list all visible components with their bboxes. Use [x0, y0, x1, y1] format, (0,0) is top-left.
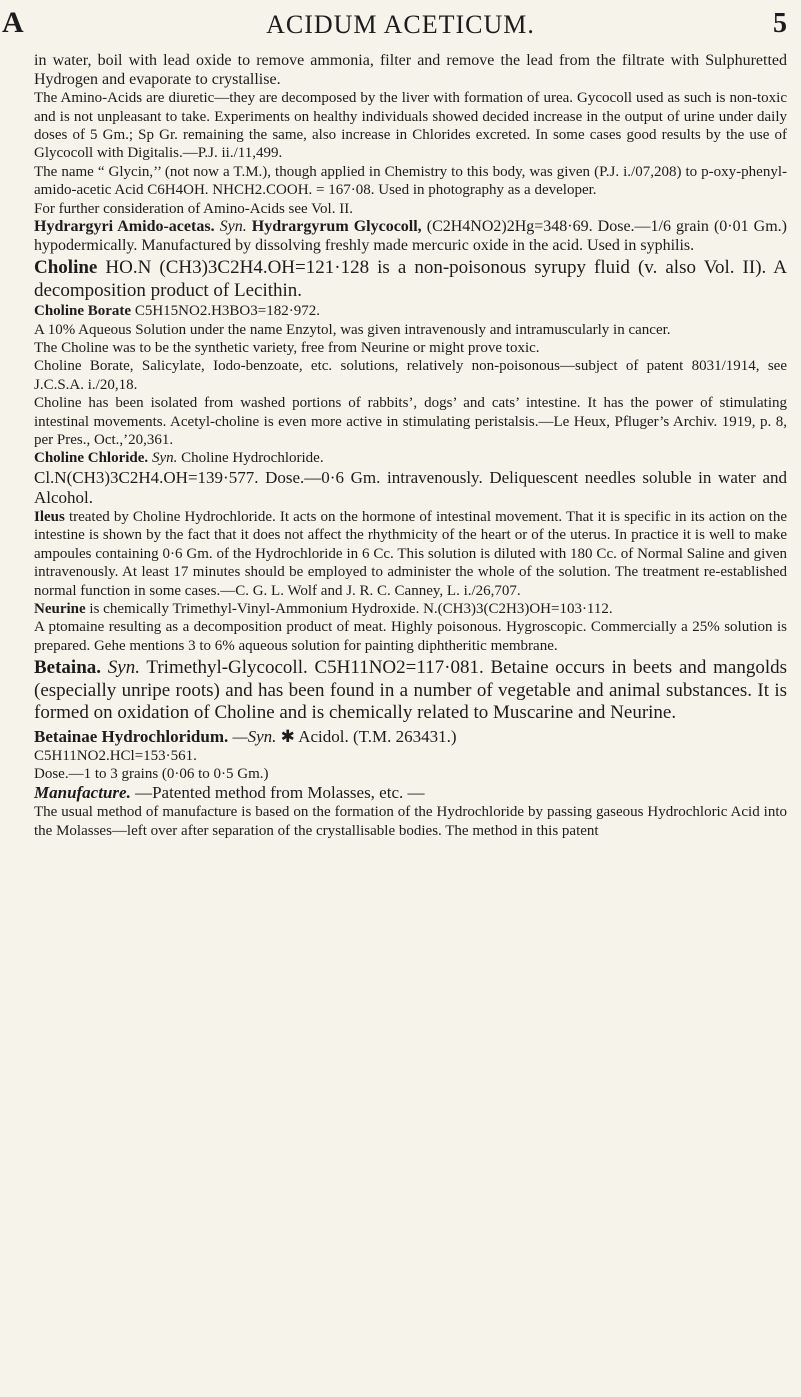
entry-heading: Choline Chloride. [34, 450, 149, 467]
paragraph-synthetic: The Choline was to be the synthetic variety, free from Neurine or might prove toxic. [34, 340, 540, 357]
manufacture-line [34, 783, 787, 803]
formula: C5H15NO2.H3BO3=182·972. [134, 303, 320, 320]
syn-label: Syn. [151, 450, 178, 467]
entry-betaina [34, 657, 787, 725]
entry-neurine [34, 600, 787, 618]
synonym-term: ✱ Acidol. [280, 726, 349, 746]
paragraph-manufacture: The usual method of manufacture is based on the formation of the Hydrochloride by passing gaseous Hydrochloric Acid into the Molasses—left over after separation of the crystallisable bodies. The method in this patent [34, 804, 787, 839]
betainae-formula: C5H11NO2.HCl=153·561. [34, 747, 197, 764]
entry-heading: Betaina. [34, 657, 102, 679]
entry-hydrargyri [34, 218, 787, 255]
syn-label: —Syn. [232, 726, 277, 746]
running-title: ACIDUM ACETICUM. [266, 10, 535, 39]
manufacture-text: —Patented method from Molasses, etc. — [135, 783, 425, 803]
synonym-term: Trimethyl-Glycocoll. [146, 657, 308, 679]
betainae-dose: Dose.—1 to 3 grains (0·06 to 0·5 Gm.) [34, 766, 269, 783]
paragraph-ptomaine: A ptomaine resulting as a decomposition product of meat. Highly poisonous. Hygroscopic. Commercially a 25% solution is prepared. Gehe mentions 3 to 6% aqueous solution for painting diphtheritic membrane. [34, 619, 787, 654]
entry-choline-borate [34, 302, 787, 320]
paragraph-glycin: The name “ Glycin,’’ (not now a T.M.), though applied in Chemistry to this body, was given (P.J. i./07,208) to p-oxy-phenyl-amido-acetic Acid C6H4OH. NHCH2.COOH. = 167·08. Used in photography as a developer. [34, 163, 787, 199]
entry-text: (C2H4NO2)2Hg=348·69. Dose.—1/6 grain (0·01 Gm.) hypodermically. Manufactured by dissolving freshly made mercuric oxide in the acid. Used in syphilis. [34, 218, 788, 254]
formula: C5H11NO2=117·081. [314, 657, 484, 679]
syn-label: Syn. [107, 657, 140, 679]
page-body [34, 52, 787, 840]
entry-text: Betaine occurs in beets and mangolds (especially unripe roots) and has been found in a number of vegetable and animal substances. It is formed on oxidation of Choline and is chemically related to Muscarine and Neurine. [34, 657, 788, 724]
paragraph-see-vol-ii: For further consideration of Amino-Acids see Vol. II. [34, 200, 353, 217]
entry-text: is chemically Trimethyl-Vinyl-Ammonium Hydroxide. N.(CH3)3(C2H3)OH=103·112. [89, 600, 613, 617]
manufacture-label: Manufacture. [34, 783, 131, 803]
entry-choline [34, 257, 787, 302]
paragraph-ileus [34, 508, 787, 600]
entry-text: HO.N (CH3)3C2H4.OH=121·128 is a non-poisonous syrupy fluid (v. also Vol. II). A decomposition product of Lecithin. [34, 257, 788, 301]
paragraph-patent: Choline Borate, Salicylate, Iodo-benzoate, etc. solutions, relatively non-poisonous—subject of patent 8031/1914, see J.C.S.A. i./20,18. [34, 358, 787, 393]
entry-heading: Choline [34, 257, 98, 279]
paragraph-intestine: Choline has been isolated from washed portions of rabbits’, dogs’ and cats’ intestine. It has the power of stimulating intestinal movements. Acetyl-choline is even more active in stimulating peristalsis.—Le Heux, Pfluger’s Archiv. 1919, p. 8, per Pres., Oct.,’20,361. [34, 395, 787, 449]
paragraph-amino-acids: The Amino-Acids are diuretic—they are decomposed by the liver with formation of urea. Gycocoll used as such is non-toxic and is not unpleasant to take. Experiments on healthy individuals showed decided increase in the output of urine under daily doses of 5 Gm.; Sp Gr. remaining the same, also increase in Chlorides excreted. In some cases good results by the use of Glycocoll with Digitalis.—P.J. ii./11,499. [34, 90, 787, 162]
entry-heading: Choline Borate [34, 303, 132, 320]
entry-heading: Hydrargyri Amido-acetas. [34, 218, 215, 236]
ileus-text: treated by Choline Hydrochloride. It acts on the hormone of intestinal movement. That it is specific in its action on the intestine is shown by the fact that it does not affect the rhythmicity of the heart or of the uterus. In practice it is well to make ampoules containing 0·6 Gm. of the Hydrochloride in 6 Cc. This solution is diluted with 180 Cc. of Normal Saline and given intravenously. At least 17 minutes should be employed to administer the whole of the solution. The treatment re-established normal function in some cases.—C. G. L. Wolf and J. R. C. Canney, L. i./26,707. [34, 508, 788, 599]
page-number: 5 [773, 8, 787, 39]
paragraph-lead: in water, boil with lead oxide to remove ammonia, filter and remove the lead from the filtrate with Sulphuretted Hydrogen and evaporate to crystallise. [34, 52, 787, 88]
chloride-formula: Cl.N(CH3)3C2H4.OH=139·577. Dose.—0·6 Gm. intravenously. Deliquescent needles soluble in water and Alcohol. [34, 467, 787, 507]
paragraph-enzytol: A 10% Aqueous Solution under the name Enzytol, was given intravenously and intramuscularly in cancer. [34, 321, 671, 338]
syn-label: Syn. [219, 218, 247, 236]
header-left-letter: A [2, 6, 24, 39]
entry-heading: Betainae Hydrochloridum. [34, 726, 229, 746]
entry-choline-chloride [34, 449, 787, 467]
synonym-term: Choline Hydrochloride. [181, 450, 324, 467]
entry-heading: Neurine [34, 600, 86, 617]
synonym-term: Hydrargyrum Glycocoll, [251, 218, 422, 236]
ileus-label: Ileus [34, 508, 65, 525]
page-header [0, 6, 801, 42]
entry-betainae-hydrochloridum [34, 727, 787, 747]
trademark-number: (T.M. 263431.) [353, 726, 457, 746]
